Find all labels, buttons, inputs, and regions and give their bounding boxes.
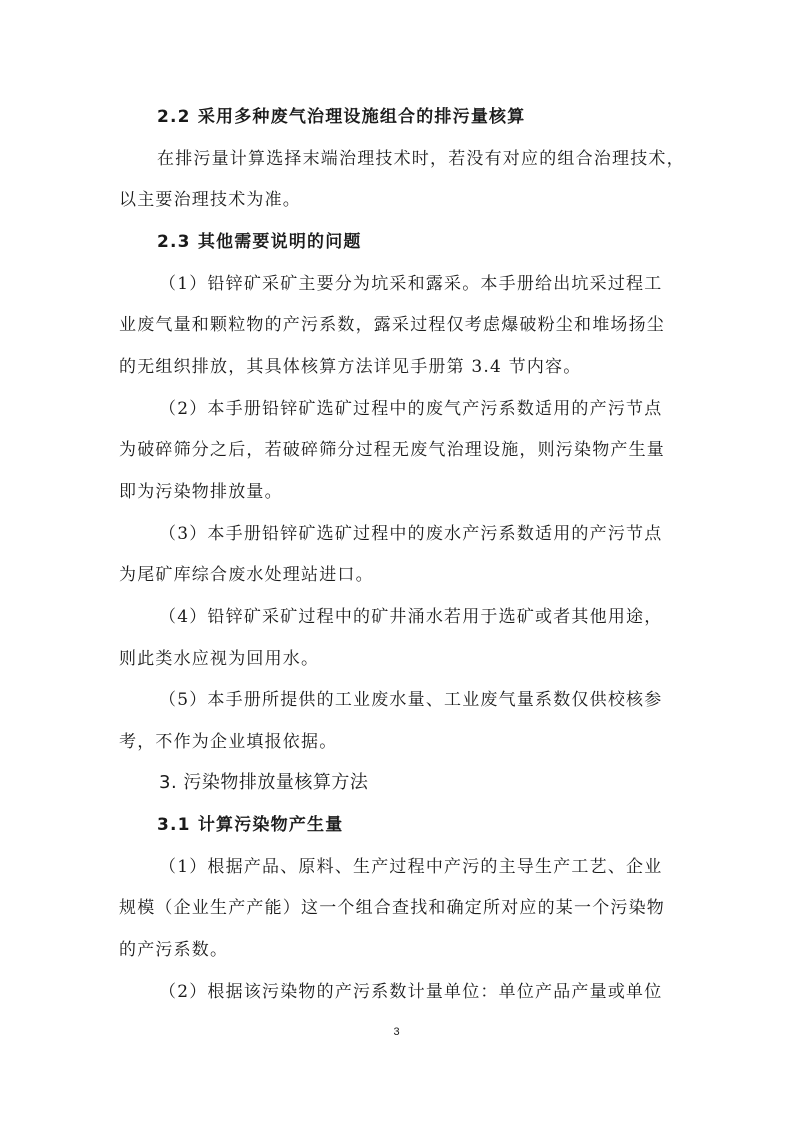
paragraph-line: 以主要治理技术为准。	[119, 190, 301, 210]
list-item-line: 为破碎筛分之后，若破碎筛分过程无废气治理设施，则污染物产生量	[119, 440, 665, 460]
section-heading-3: 3. 污染物排放量核算方法	[159, 772, 369, 793]
list-item-line: 即为污染物排放量。	[119, 482, 283, 502]
list-item-line: 为尾矿库综合废水处理站进口。	[119, 565, 374, 585]
list-item-line: （4）铅锌矿采矿过程中的矿井涌水若用于选矿或者其他用途，	[159, 607, 663, 627]
list-item-line: （3）本手册铅锌矿选矿过程中的废水产污系数适用的产污节点	[159, 524, 663, 544]
list-item-line: （5）本手册所提供的工业废水量、工业废气量系数仅供校核参	[159, 690, 663, 710]
list-item-line: 考，不作为企业填报依据。	[119, 732, 338, 752]
list-item-line: 的产污系数。	[119, 940, 229, 960]
section-heading-2-2: 2.2 采用多种废气治理设施组合的排污量核算	[157, 107, 526, 127]
list-item-line: 规模（企业生产产能）这一个组合查找和确定所对应的某一个污染物	[119, 898, 665, 918]
list-item-line: 业废气量和颗粒物的产污系数，露采过程仅考虑爆破粉尘和堆场扬尘	[119, 315, 665, 335]
page-number: 3	[393, 1026, 400, 1038]
paragraph-line: 在排污量计算选择末端治理技术时，若没有对应的组合治理技术，	[157, 149, 685, 169]
list-item-line: （1）铅锌矿采矿主要分为坑采和露采。本手册给出坑采过程工	[159, 274, 663, 294]
list-item-line: 则此类水应视为回用水。	[119, 649, 320, 669]
section-heading-2-3: 2.3 其他需要说明的问题	[157, 232, 362, 252]
list-item-line: （2）本手册铅锌矿选矿过程中的废气产污系数适用的产污节点	[159, 399, 663, 419]
list-item-line: 的无组织排放，其具体核算方法详见手册第 3.4 节内容。	[119, 357, 582, 377]
list-item-line: （2）根据该污染物的产污系数计量单位：单位产品产量或单位	[159, 982, 663, 1002]
section-heading-3-1: 3.1 计算污染物产生量	[157, 815, 344, 835]
list-item-line: （1）根据产品、原料、生产过程中产污的主导生产工艺、企业	[159, 857, 663, 877]
